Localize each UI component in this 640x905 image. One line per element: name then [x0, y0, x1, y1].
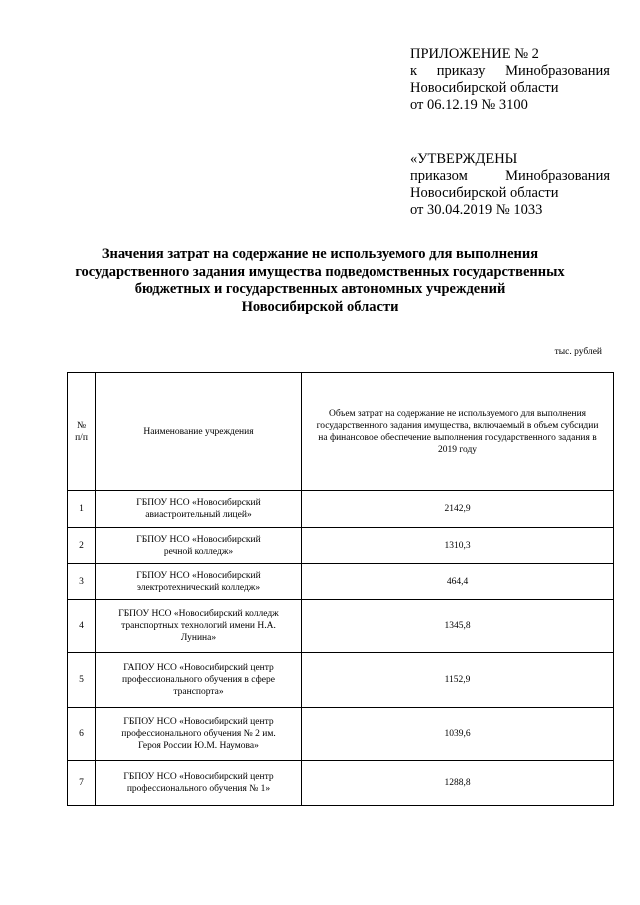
table-row — [68, 600, 614, 653]
header-name: Наименование учреждения — [96, 373, 302, 491]
approved-title: «УТВЕРЖДЕНЫ — [410, 151, 518, 167]
appendix-word: к — [410, 63, 418, 79]
appendix-region: Новосибирской области — [410, 80, 559, 96]
table-row — [68, 708, 614, 761]
row-num: 4 — [68, 600, 96, 653]
appendix-word: приказу — [436, 63, 486, 79]
row-num: 5 — [68, 653, 96, 708]
approved-region: Новосибирской области — [410, 185, 559, 201]
costs-table — [67, 372, 614, 806]
row-name: ГБПОУ НСО «Новосибирский центр профессионального обучения № 2 им. Героя России Ю.М. Наумова» — [96, 708, 302, 761]
row-name: ГБПОУ НСО «Новосибирский колледж транспортных технологий имени Н.А. Лунина» — [96, 600, 302, 653]
table-row — [68, 528, 614, 564]
approved-date-number: от 30.04.2019 № 1033 — [410, 202, 543, 218]
appendix-title: ПРИЛОЖЕНИЕ № 2 — [410, 46, 539, 62]
units-label: тыс. рублей — [554, 347, 602, 357]
header-value: Объем затрат на содержание не используемого для выполнения государственного задания имущества, включаемый в объем субсидии на финансовое обеспечение выполнения государственного задания в 2019 году — [302, 373, 614, 491]
row-name: ГБПОУ НСО «Новосибирский электротехнический колледж» — [96, 564, 302, 600]
document-title — [60, 246, 580, 316]
row-num: 1 — [68, 491, 96, 528]
row-value: 1310,3 — [302, 528, 614, 564]
row-name: ГАПОУ НСО «Новосибирский центр профессионального обучения в сфере транспорта» — [96, 653, 302, 708]
approved-word: Минобразования — [505, 168, 610, 184]
table-row — [68, 653, 614, 708]
title-line: Новосибирской области — [241, 298, 399, 315]
row-value: 2142,9 — [302, 491, 614, 528]
row-name: ГБПОУ НСО «Новосибирский речной колледж» — [96, 528, 302, 564]
row-num: 7 — [68, 761, 96, 806]
approved-block — [410, 151, 610, 219]
title-line: государственного задания имущества подведомственных государственных — [75, 263, 565, 280]
title-line: бюджетных и государственных автономных учреждений — [134, 281, 506, 297]
row-num: 2 — [68, 528, 96, 564]
approved-order-ref — [410, 168, 610, 185]
row-value: 1152,9 — [302, 653, 614, 708]
appendix-block — [410, 46, 610, 114]
appendix-date-number: от 06.12.19 № 3100 — [410, 97, 528, 113]
row-value: 1288,8 — [302, 761, 614, 806]
header-num: № п/п — [68, 373, 96, 491]
table-header-row — [68, 373, 614, 491]
row-value: 1039,6 — [302, 708, 614, 761]
table-row — [68, 564, 614, 600]
row-value: 464,4 — [302, 564, 614, 600]
row-num: 3 — [68, 564, 96, 600]
appendix-word: Минобразования — [505, 63, 610, 79]
approved-word: приказом — [410, 168, 468, 184]
title-line: Значения затрат на содержание не используемого для выполнения — [101, 246, 539, 262]
row-name: ГБПОУ НСО «Новосибирский авиастроительный лицей» — [96, 491, 302, 528]
row-name: ГБПОУ НСО «Новосибирский центр профессионального обучения № 1» — [96, 761, 302, 806]
row-value: 1345,8 — [302, 600, 614, 653]
row-num: 6 — [68, 708, 96, 761]
table-row — [68, 761, 614, 806]
table-row — [68, 491, 614, 528]
appendix-order-ref — [410, 63, 610, 80]
